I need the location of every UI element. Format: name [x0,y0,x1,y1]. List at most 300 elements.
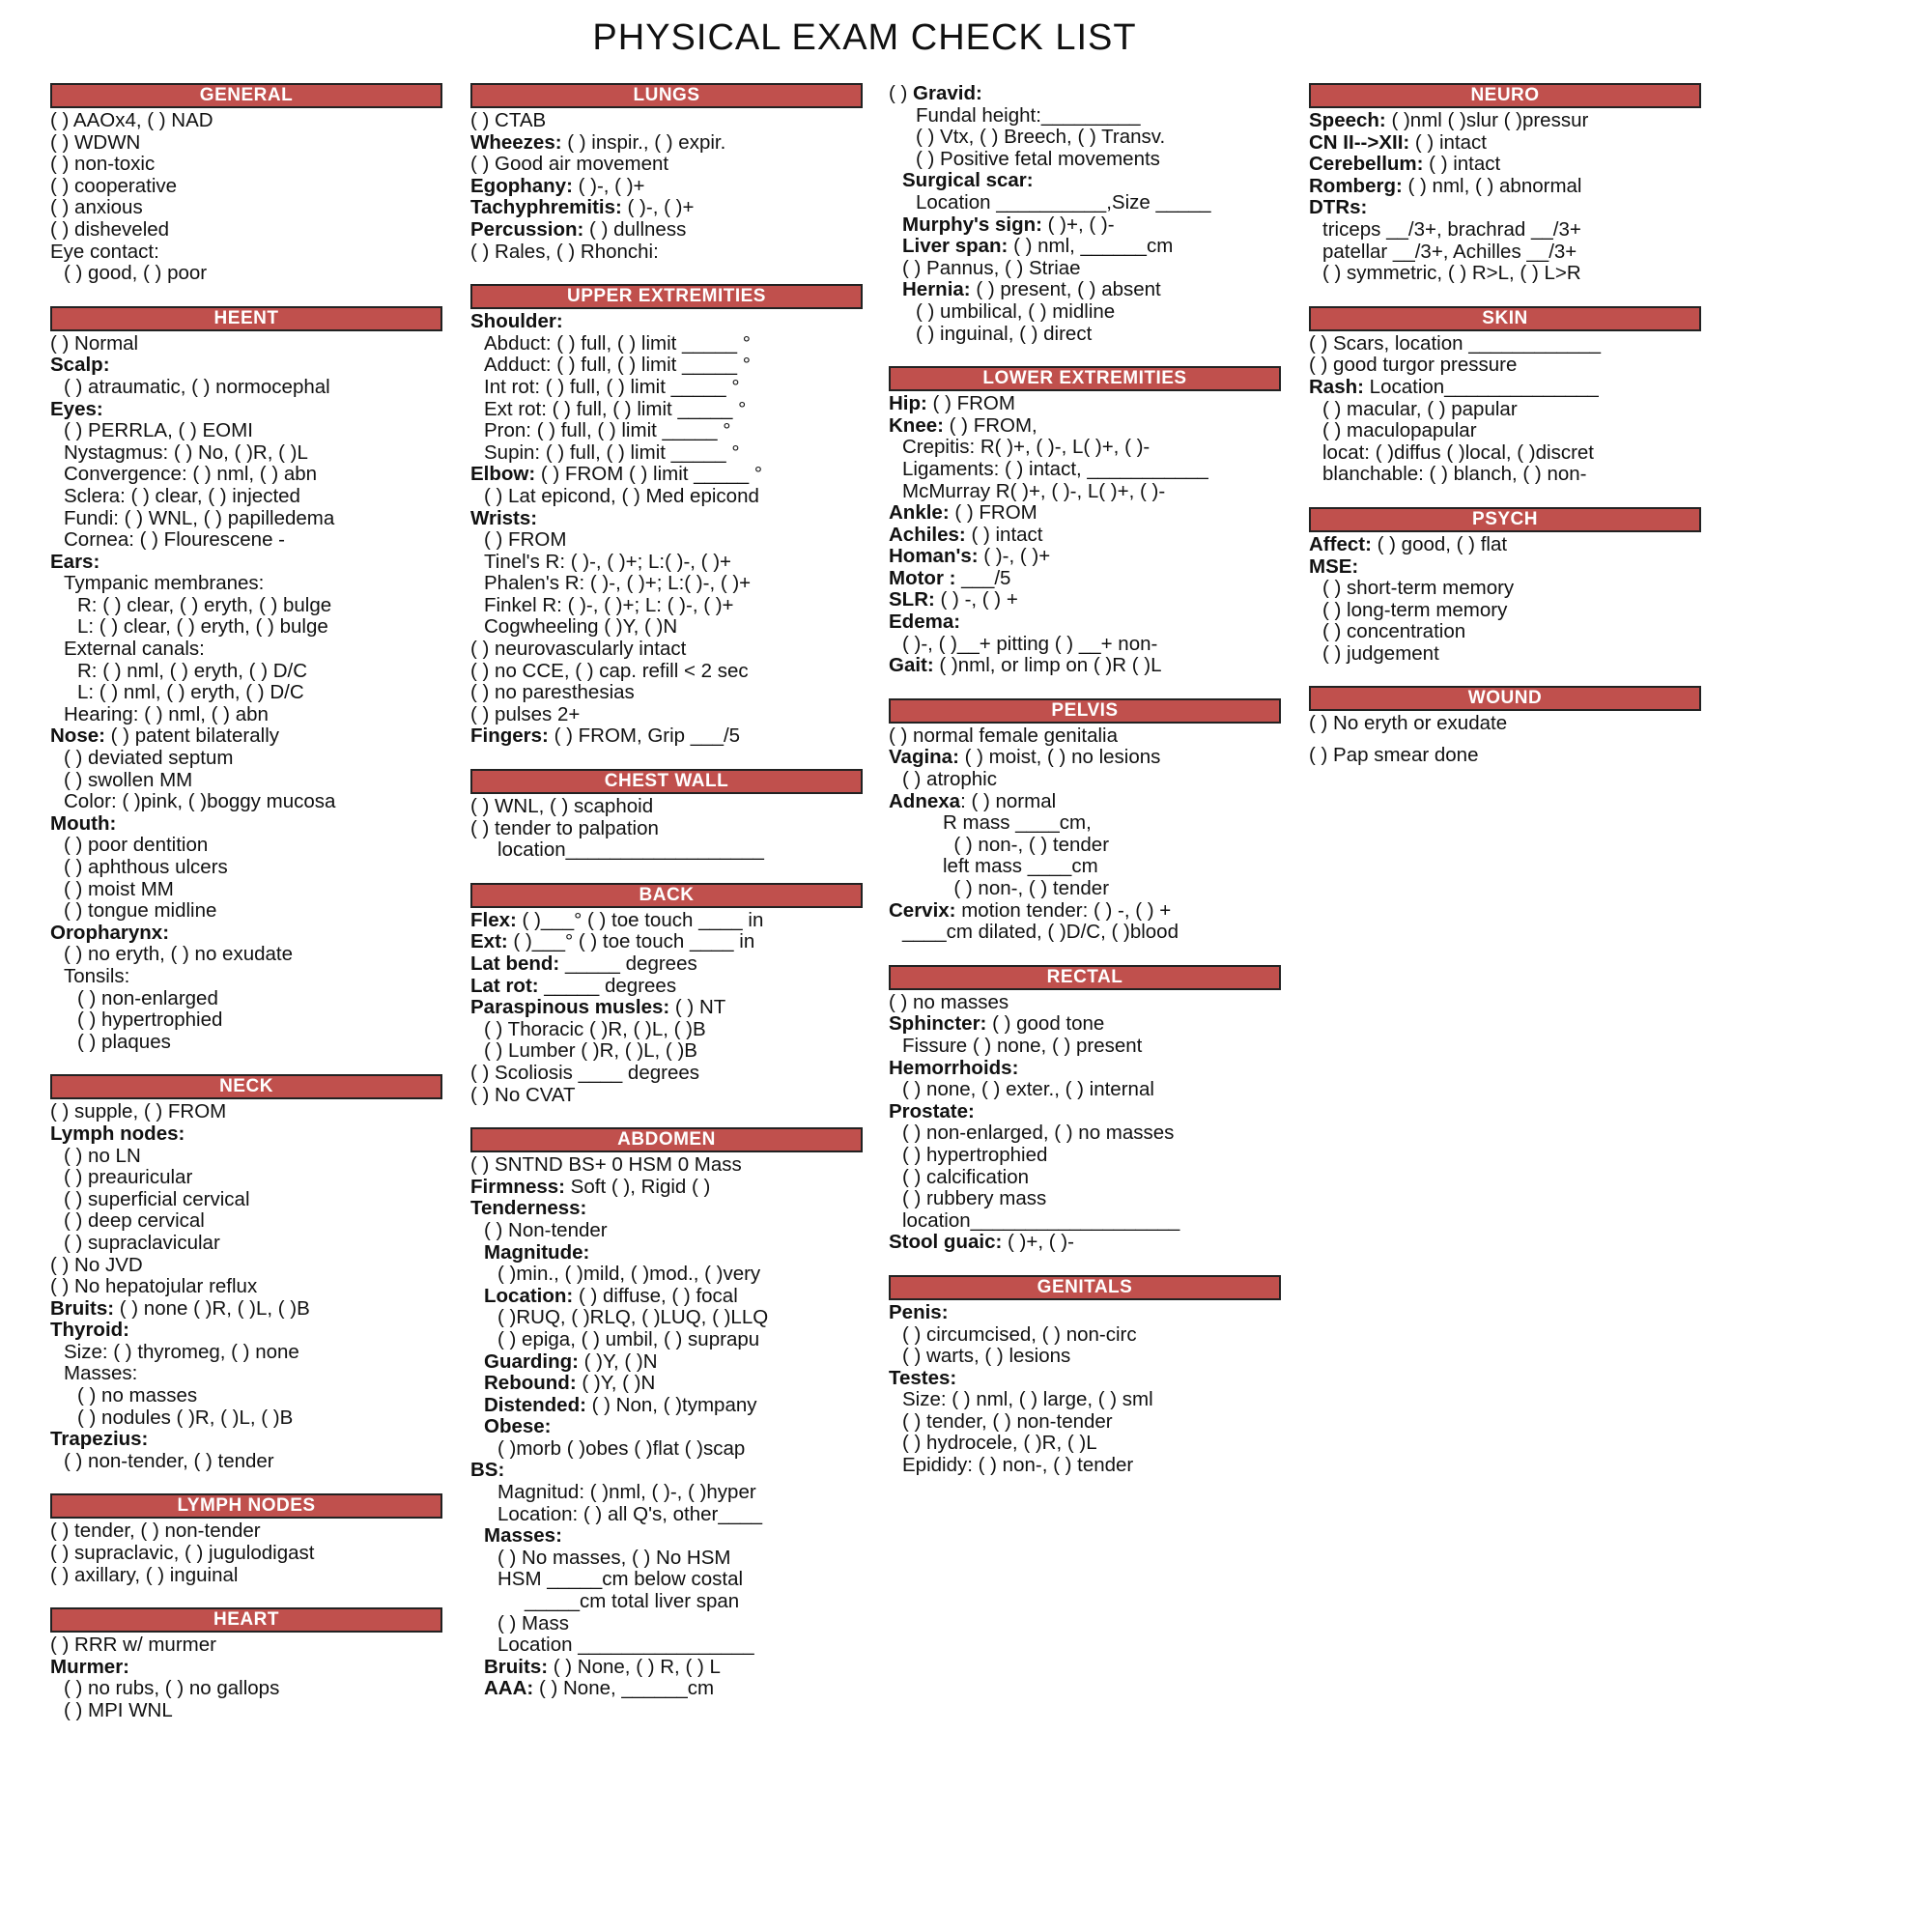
checklist-line [889,415,1281,438]
checklist-text: ( ) deep cervical [64,1210,205,1233]
checklist-text: ( ) SNTND BS+ 0 HSM 0 Mass [470,1154,742,1177]
checklist-text: ( ) dullness [583,218,687,241]
field-label: Romberg: [1309,175,1403,197]
checklist-text: ( ) atraumatic, ( ) normocephal [64,376,330,398]
checklist-line [50,1678,442,1700]
checklist-line [889,1324,1281,1347]
checklist-line [50,879,442,901]
checklist-line [50,1009,442,1032]
checklist-text: ( ) intact [1409,131,1487,154]
checklist-text: Color: ( )pink, ( )boggy mucosa [64,791,336,813]
checklist-line [50,176,442,198]
checklist-line [470,639,863,661]
checklist-line [50,616,442,639]
checklist-text: ( ) no paresthesias [470,682,635,704]
section-header: ABDOMEN [470,1127,863,1152]
checklist-line [889,1389,1281,1411]
checklist-line [470,377,863,399]
checklist-text: Tinel's R: ( )-, ( )+; L:( )-, ( )+ [484,551,731,573]
checklist-text: ( ) AAOx4, ( ) NAD [50,110,213,131]
field-label: Bruits: [484,1656,549,1678]
checklist-line [50,573,442,595]
checklist-line [50,813,442,836]
field-label: Cervix: [889,899,956,922]
field-label: BS: [470,1460,505,1482]
checklist-text: Sclera: ( ) clear, ( ) injected [64,485,300,507]
checklist-line [50,748,442,770]
checklist-text: Soft ( ), Rigid ( ) [564,1176,711,1198]
field-label: Murphy's sign: [902,213,1042,236]
checklist-text: ( ) good tone [986,1013,1105,1036]
checklist-text: ( ) No JVD [50,1254,143,1276]
section-heart [50,1607,442,1721]
checklist-text: Ext rot: ( ) full, ( ) limit _____ ° [484,398,747,420]
section-header: WOUND [1309,686,1701,711]
checklist-text: ( ) hypertrophied [77,1009,223,1032]
checklist-text: ( )___° ( ) toe touch ____ in [507,931,755,953]
checklist-line [50,1276,442,1298]
checklist-line [50,791,442,813]
checklist-text: ( ) non-toxic [50,154,156,176]
checklist-text: ( ) macular, ( ) papular [1322,398,1518,420]
section-header: HEENT [50,306,442,331]
checklist-line [1309,132,1701,155]
checklist-line [1309,745,1701,767]
checklist-text: Adduct: ( ) full, ( ) limit _____ ° [484,355,751,377]
field-label: Affect: [1309,533,1372,555]
field-label: Sphincter: [889,1013,987,1036]
section-header: BACK [470,883,863,908]
checklist-text: ( ) supraclavic, ( ) jugulodigast [50,1543,315,1565]
checklist-line [1309,534,1701,556]
checklist-line [470,1063,863,1085]
checklist-text: R: ( ) clear, ( ) eryth, ( ) bulge [77,594,332,616]
checklist-text: ( ) no masses [889,991,1009,1013]
checklist-line [470,333,863,355]
checklist-line [1309,377,1701,399]
checklist-text: ( ) Scoliosis ____ degrees [470,1062,700,1084]
checklist-text: ( ) inspir., ( ) expir. [561,131,726,154]
checklist-text: ( ) calcification [902,1166,1030,1188]
checklist-line [50,1123,442,1146]
field-label: Lymph nodes: [50,1122,185,1145]
page-title: PHYSICAL EXAM CHECK LIST [592,17,1137,58]
checklist-line [470,1395,863,1417]
checklist-line [50,154,442,176]
checklist-line [470,1548,863,1570]
checklist-line [50,704,442,726]
section-header: PSYCH [1309,507,1701,532]
checklist-text: ( ) WNL, ( ) scaphoid [470,796,654,818]
checklist-text: ( ) aphthous ulcers [64,857,228,878]
checklist-text: ( ) superficial cervical [64,1188,250,1210]
checklist-line [889,791,1281,813]
field-label: Bruits: [50,1297,115,1320]
checklist-line [470,1220,863,1242]
field-label: Vagina: [889,747,959,769]
checklist-text: ( ) long-term memory [1322,599,1508,621]
field-label: MSE: [1309,555,1359,578]
checklist-text: ( ) NT [669,997,726,1019]
checklist-line [889,634,1281,656]
checklist-text: ( ) atrophic [902,769,997,791]
checklist-text: ( )-, ( )__+ pitting ( ) __+ non- [902,633,1158,655]
checklist-text: ( )nml ( )slur ( )pressur [1385,110,1589,131]
field-label: Homan's: [889,546,979,568]
checklist-text: location__________________ [497,839,764,862]
checklist-text: blanchable: ( ) blanch, ( ) non- [1322,464,1587,486]
field-label: Hemorrhoids: [889,1057,1019,1079]
checklist-text: Pron: ( ) full, ( ) limit _____ ° [484,420,731,442]
checklist-text: ( ) WDWN [50,131,141,154]
checklist-line [889,589,1281,611]
checklist-line [50,923,442,945]
checklist-text: ( ) Good air movement [470,154,669,176]
checklist-line [470,1613,863,1635]
field-label: Ankle: [889,502,950,525]
checklist-text: ( )morb ( )obes ( )flat ( )scap [497,1437,746,1460]
checklist-line [50,725,442,748]
checklist-line [50,1189,442,1211]
checklist-line [470,1373,863,1395]
checklist-text: ( ) PERRLA, ( ) EOMI [64,420,253,442]
checklist-text: ( ) short-term memory [1322,578,1515,600]
checklist-text: triceps __/3+, brachrad __/3+ [1322,218,1581,241]
checklist-text: ( ) good turgor pressure [1309,355,1518,377]
checklist-text: Nystagmus: ( ) No, ( )R, ( )L [64,441,308,464]
checklist-line [50,1543,442,1565]
checklist-line [889,812,1281,835]
checklist-line [50,377,442,399]
checklist-line [889,127,1281,149]
checklist-text: ( ) hydrocele, ( )R, ( )L [902,1433,1097,1455]
checklist-line [889,525,1281,547]
checklist-text: ( ) [889,83,914,104]
checklist-line [889,1122,1281,1145]
field-label: Lat rot: [470,975,539,997]
checklist-line [889,393,1281,415]
checklist-line [470,1198,863,1220]
checklist-line [889,1455,1281,1477]
checklist-line [889,1210,1281,1233]
checklist-text: _____ degrees [559,953,697,975]
checklist-line [50,595,442,617]
checklist-line [470,796,863,818]
checklist-text: ( )nml, or limp on ( )R ( )L [933,655,1162,677]
checklist-line [470,1351,863,1374]
section-continued [889,83,1281,345]
checklist-line [889,1232,1281,1254]
checklist-text: L: ( ) clear, ( ) eryth, ( ) bulge [77,616,328,639]
checklist-text: ( ) axillary, ( ) inguinal [50,1564,239,1586]
checklist-text: patellar __/3+, Achilles __/3+ [1322,241,1577,263]
checklist-line [889,192,1281,214]
checklist-text: ( ) tender to palpation [470,817,659,839]
section-psych [1309,507,1701,666]
field-label: Fingers: [470,725,549,748]
checklist-line [50,132,442,155]
checklist-text: ( ) No eryth or exudate [1309,713,1508,735]
checklist-line [50,770,442,792]
checklist-line [889,437,1281,459]
checklist-line [470,997,863,1019]
checklist-line [1309,643,1701,666]
checklist-text: ( )+, ( )- [1002,1232,1074,1254]
checklist-text: ( ) CTAB [470,110,547,131]
checklist-text: ( ) symmetric, ( ) R>L, ( ) L>R [1322,263,1581,285]
section-header: SKIN [1309,306,1701,331]
checklist-line [889,502,1281,525]
checklist-line [889,900,1281,923]
checklist-text: ( ) circumcised, ( ) non-circ [902,1323,1137,1346]
checklist-line [889,546,1281,568]
checklist-text: ( ) non-enlarged [77,987,218,1009]
checklist-line [889,1145,1281,1167]
section-header: CHEST WALL [470,769,863,794]
checklist-line [1309,197,1701,219]
checklist-line [50,857,442,879]
checklist-line [470,839,863,862]
checklist-line [889,1433,1281,1455]
checklist-line [50,1407,442,1430]
checklist-text: ( ) patent bilaterally [104,725,279,748]
field-label: Location: [484,1285,574,1307]
field-label: SLR: [889,589,935,611]
checklist-text: Hearing: ( ) nml, ( ) abn [64,703,269,725]
checklist-line [50,486,442,508]
checklist-line [1309,399,1701,421]
checklist-text: ( ) no rubs, ( ) no gallops [64,1678,280,1700]
checklist-line [1309,578,1701,600]
checklist-text: ( ) pulses 2+ [470,703,581,725]
column-1 [50,83,442,1744]
checklist-line [889,1302,1281,1324]
checklist-text: ( ) moist MM [64,878,174,900]
checklist-line [470,1085,863,1107]
section-upper-extremities [470,284,863,748]
checklist-text: ( ) plaques [77,1031,171,1053]
checklist-text: ( ) Scars, location ____________ [1309,332,1602,355]
checklist-text: Cornea: ( ) Flourescene - [64,529,286,552]
field-label: Tachyphremitis: [470,197,622,219]
checklist-line [889,481,1281,503]
checklist-text: Location __________,Size _____ [916,191,1211,213]
checklist-text: ( ) preauricular [64,1167,193,1189]
checklist-text: Location: ( ) all Q's, other____ [497,1503,762,1525]
checklist-line [50,1298,442,1321]
checklist-line [1309,333,1701,355]
checklist-line [470,595,863,617]
checklist-text: ( ) Mass [497,1612,570,1634]
checklist-line [1309,420,1701,442]
checklist-text: ( ) non-tender, ( ) tender [64,1450,274,1472]
checklist-text: ( ) intact [1423,154,1501,176]
checklist-text: ____cm dilated, ( )D/C, ( )blood [902,922,1179,944]
field-label: Cerebellum: [1309,154,1424,176]
field-label: DTRs: [1309,197,1368,219]
checklist-text: ( ) present, ( ) absent [970,279,1161,301]
checklist-line [470,529,863,552]
checklist-line [889,83,1281,105]
checklist-line [50,1657,442,1679]
field-label: CN II-->XII: [1309,131,1410,154]
checklist-line [50,263,442,285]
checklist-line [889,1036,1281,1058]
checklist-line [1309,556,1701,579]
checklist-text: ( ) FROM [949,502,1037,525]
checklist-text: ( ) no eryth, ( ) no exudate [64,944,294,966]
checklist-text: Int rot: ( ) full, ( ) limit _____ ° [484,376,740,398]
section-skin [1309,306,1701,486]
field-label: Eyes: [50,398,103,420]
field-label: AAA: [484,1678,534,1700]
checklist-text: location___________________ [902,1209,1180,1232]
checklist-text: Cogwheeling ( )Y, ( )N [484,616,678,639]
checklist-text: Convergence: ( ) nml, ( ) abn [64,464,318,486]
checklist-text: ( ) maculopapular [1322,420,1477,442]
field-label: Wheezes: [470,131,562,154]
field-label: Trapezius: [50,1429,149,1451]
checklist-line [889,1101,1281,1123]
checklist-line [889,1411,1281,1434]
checklist-line [50,835,442,857]
field-label: Shoulder: [470,311,563,333]
section-lungs [470,83,863,263]
checklist-line [889,1013,1281,1036]
checklist-line [1309,621,1701,643]
checklist-line [889,568,1281,590]
checklist-line [470,976,863,998]
checklist-line [50,1634,442,1657]
checklist-line [50,900,442,923]
checklist-text: ( ) none ( )R, ( )L, ( )B [114,1297,310,1320]
checklist-text: ( ) Normal [50,332,139,355]
checklist-line [470,1634,863,1657]
checklist-text: ( ) rubbery mass [902,1188,1047,1210]
checklist-line [889,655,1281,677]
checklist-line [50,1167,442,1189]
checklist-text: ( ) Non-tender [484,1219,608,1241]
checklist-text: Fundal height:_________ [916,104,1141,127]
checklist-line [889,878,1281,900]
checklist-line [50,944,442,966]
section-genitals [889,1275,1281,1477]
checklist-text: ( ) No hepatojular reflux [50,1276,258,1298]
checklist-text: ( ) nodules ( )R, ( )L, ( )B [77,1406,294,1429]
checklist-line [1309,355,1701,377]
checklist-text: Masses: [64,1363,138,1385]
checklist-line [889,301,1281,324]
checklist-line [470,573,863,595]
checklist-text: ( ) tender, ( ) non-tender [50,1520,261,1543]
checklist-line [50,1363,442,1385]
section-chest-wall [470,769,863,862]
checklist-text: ( ) good, ( ) flat [1371,533,1508,555]
checklist-line [470,464,863,486]
checklist-line [50,1429,442,1451]
checklist-line [889,236,1281,258]
checklist-text: R mass ____cm, [943,812,1092,835]
checklist-line [50,1146,442,1168]
section-header: PELVIS [889,698,1281,724]
checklist-text: ( )Y, ( )N [576,1373,656,1395]
checklist-text: ( ) None, ______cm [533,1678,715,1700]
checklist-line [470,1242,863,1264]
checklist-text: ( )Y, ( )N [578,1350,658,1373]
checklist-text: ( ) FROM, Grip ___/5 [548,725,741,748]
checklist-text: ( ) Lumber ( )R, ( )L, ( )B [484,1040,697,1063]
checklist-line [470,154,863,176]
checklist-text: ( ) inguinal, ( ) direct [916,323,1093,345]
checklist-line [50,1565,442,1587]
field-label: Lat bend: [470,953,560,975]
field-label: Guarding: [484,1350,579,1373]
field-label: Speech: [1309,110,1386,131]
checklist-text: locat: ( )diffus ( )local, ( )discret [1322,441,1594,464]
checklist-text: ( ) Lat epicond, ( ) Med epicond [484,485,759,507]
checklist-line [470,1307,863,1329]
checklist-line [470,442,863,465]
checklist-text: ( ) no LN [64,1145,141,1167]
checklist-line [50,355,442,377]
checklist-text: ( ) warts, ( ) lesions [902,1346,1071,1368]
checklist-text: Size: ( ) thyromeg, ( ) none [64,1341,299,1363]
checklist-line [470,725,863,748]
checklist-line [470,197,863,219]
checklist-line [889,992,1281,1014]
checklist-line [470,616,863,639]
checklist-text: Magnitud: ( )nml, ( )-, ( )hyper [497,1482,756,1504]
checklist-text: ( ) No masses, ( ) No HSM [497,1547,731,1569]
checklist-line [889,1058,1281,1080]
section-back [470,883,863,1106]
checklist-line [50,242,442,264]
checklist-text: Supin: ( ) full, ( ) limit _____ ° [484,441,740,464]
field-label: Masses: [484,1525,562,1548]
checklist-text: ( ) poor dentition [64,835,209,857]
checklist-line [889,1188,1281,1210]
checklist-line [50,1342,442,1364]
checklist-line [470,1177,863,1199]
checklist-text: _____cm total liver span [525,1591,740,1613]
checklist-line [470,1678,863,1700]
checklist-line [470,1482,863,1504]
field-label: Edema: [889,611,961,634]
checklist-line [470,355,863,377]
checklist-line [470,176,863,198]
field-label: Gravid: [913,83,982,104]
checklist-line [470,1416,863,1438]
checklist-text: ( ) anxious [50,197,143,219]
checklist-line [50,1101,442,1123]
checklist-line [1309,176,1701,198]
section-rectal [889,965,1281,1254]
checklist-line [470,704,863,726]
section-header: UPPER EXTREMITIES [470,284,863,309]
checklist-line [889,324,1281,346]
checklist-text: ( ) hypertrophied [902,1144,1048,1166]
checklist-line [50,966,442,988]
checklist-text: ( )-, ( )+ [572,175,645,197]
checklist-text: L: ( ) nml, ( ) eryth, ( ) D/C [77,682,304,704]
column-4 [1309,83,1701,788]
checklist-text: ( ) Rales, ( ) Rhonchi: [470,241,659,263]
checklist-line [470,1591,863,1613]
checklist-line [50,529,442,552]
checklist-line [470,219,863,242]
checklist-text: ( ) supple, ( ) FROM [50,1101,227,1123]
checklist-text: motion tender: ( ) -, ( ) + [955,899,1172,922]
